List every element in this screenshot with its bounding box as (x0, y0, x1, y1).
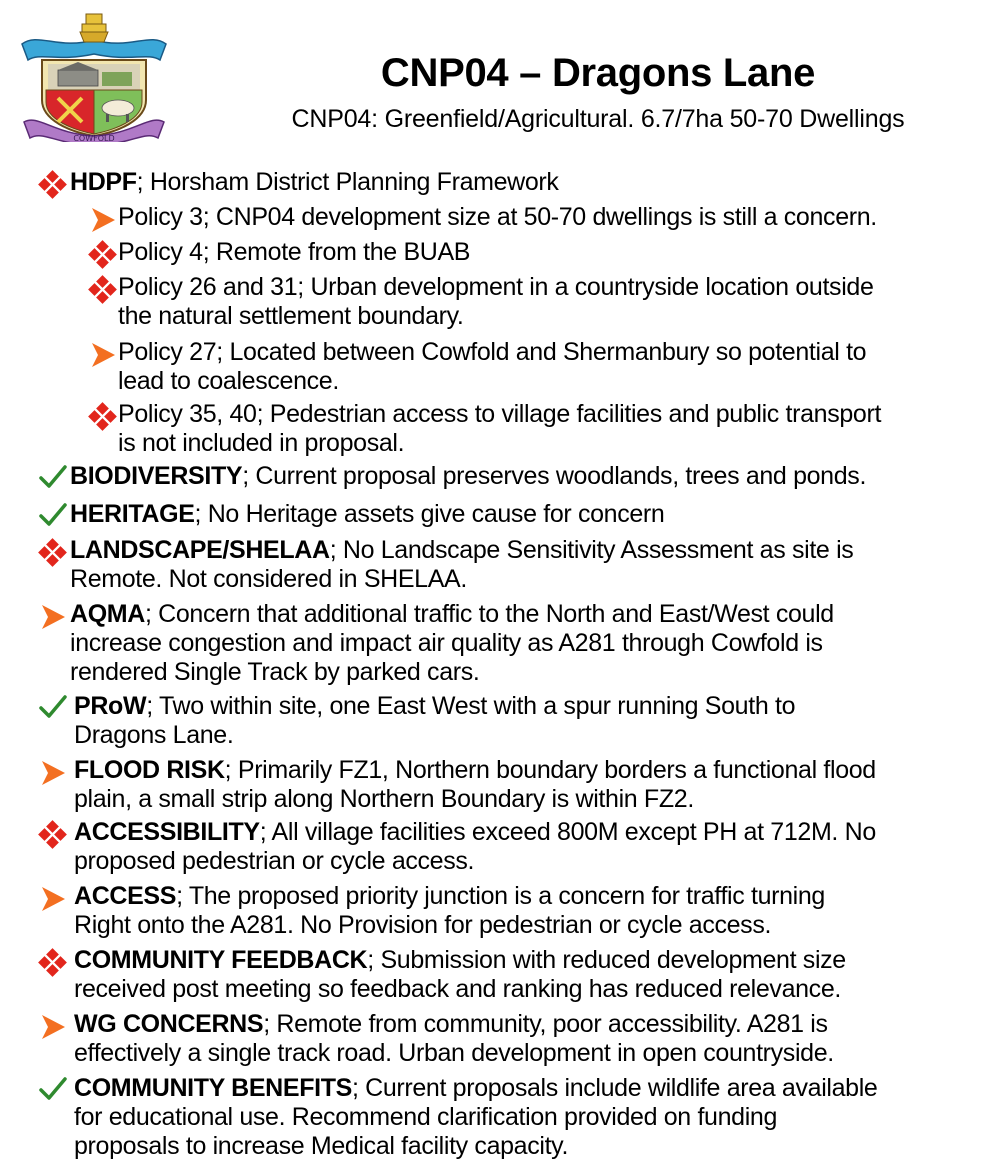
item-text: ; Current proposals include wildlife area available (351, 1074, 878, 1102)
item-text-line2: for educational use. Recommend clarification provided on funding (74, 1103, 778, 1131)
page-title: CNP04 – Dragons Lane (380, 51, 816, 95)
item-text: ; Two within site, one East West with a spur running South to (146, 692, 796, 720)
svg-text:COWFOLD: COWFOLD (73, 134, 115, 142)
orange-arrow-bullet-icon (38, 1012, 68, 1042)
item-heading: HERITAGE (70, 500, 195, 528)
item-text: ; No Heritage assets give cause for concern (194, 500, 665, 528)
green-check-bullet-icon (38, 692, 68, 722)
red-diamond-bullet-icon (38, 538, 68, 568)
page-subtitle: CNP04: Greenfield/Agricultural. 6.7/7ha 50-70 Dwellings (291, 105, 905, 133)
item-text: Policy 26 and 31; Urban development in a countryside location outside (118, 273, 874, 301)
orange-arrow-bullet-icon (38, 758, 68, 788)
item-text: Policy 27; Located between Cowfold and Shermanbury so potential to (118, 338, 867, 366)
item-text: Policy 3; CNP04 development size at 50-70 dwellings is still a concern. (118, 203, 877, 231)
item-text: Policy 4; Remote from the BUAB (118, 238, 471, 266)
red-diamond-bullet-icon (88, 402, 118, 432)
green-check-bullet-icon (38, 462, 68, 492)
red-diamond-bullet-icon (88, 275, 118, 305)
green-check-bullet-icon (38, 1074, 68, 1104)
orange-arrow-bullet-icon (88, 205, 118, 235)
item-text: ; Current proposal preserves woodlands, trees and ponds. (242, 462, 867, 490)
red-diamond-bullet-icon (88, 240, 118, 270)
item-text: ; All village facilities exceed 800M except PH at 712M. No (259, 818, 876, 846)
item-text-line2: lead to coalescence. (118, 367, 339, 395)
red-diamond-bullet-icon (38, 170, 68, 200)
item-text-line2: Right onto the A281. No Provision for pedestrian or cycle access. (74, 911, 772, 939)
item-text-line2: plain, a small strip along Northern Boundary is within FZ2. (74, 785, 694, 813)
item-text: ; Primarily FZ1, Northern boundary borders a functional flood (224, 756, 876, 784)
green-check-bullet-icon (38, 500, 68, 530)
item-text-line2: Remote. Not considered in SHELAA. (70, 565, 467, 593)
item-text-line3: proposals to increase Medical facility capacity. (74, 1132, 569, 1160)
item-heading: LANDSCAPE/SHELAA (70, 536, 330, 564)
item-heading: COMMUNITY FEEDBACK (74, 946, 368, 974)
item-heading: ACCESS (74, 882, 177, 910)
item-heading: COMMUNITY BENEFITS (74, 1074, 352, 1102)
item-text: ; The proposed priority junction is a concern for traffic turning (176, 882, 825, 910)
item-heading: ACCESSIBILITY (74, 818, 260, 846)
item-heading: AQMA (70, 600, 145, 628)
item-heading: HDPF (70, 168, 137, 196)
item-text: ; No Landscape Sensitivity Assessment as site is (329, 536, 854, 564)
item-text: ; Submission with reduced development size (367, 946, 846, 974)
orange-arrow-bullet-icon (38, 884, 68, 914)
item-text: Policy 35, 40; Pedestrian access to village facilities and public transport (118, 400, 882, 428)
item-text-line2: proposed pedestrian or cycle access. (74, 847, 475, 875)
cowfold-crest-logo (18, 10, 170, 142)
item-text: ; Horsham District Planning Framework (136, 168, 559, 196)
item-heading: WG CONCERNS (74, 1010, 264, 1038)
orange-arrow-bullet-icon (38, 602, 68, 632)
item-text-line2: received post meeting so feedback and ranking has reduced relevance. (74, 975, 841, 1003)
item-text-line2: effectively a single track road. Urban development in open countryside. (74, 1039, 834, 1067)
item-text: ; Concern that additional traffic to the North and East/West could (144, 600, 834, 628)
item-text-line3: rendered Single Track by parked cars. (70, 658, 480, 686)
red-diamond-bullet-icon (38, 948, 68, 978)
item-text-line2: increase congestion and impact air quality as A281 through Cowfold is (70, 629, 823, 657)
orange-arrow-bullet-icon (88, 340, 118, 370)
item-heading: PRoW (74, 692, 147, 720)
item-heading: FLOOD RISK (74, 756, 225, 784)
item-heading: BIODIVERSITY (70, 462, 243, 490)
item-text: ; Remote from community, poor accessibility. A281 is (263, 1010, 828, 1038)
red-diamond-bullet-icon (38, 820, 68, 850)
item-text-line2: Dragons Lane. (74, 721, 234, 749)
item-text-line2: is not included in proposal. (118, 429, 405, 457)
item-text-line2: the natural settlement boundary. (118, 302, 464, 330)
